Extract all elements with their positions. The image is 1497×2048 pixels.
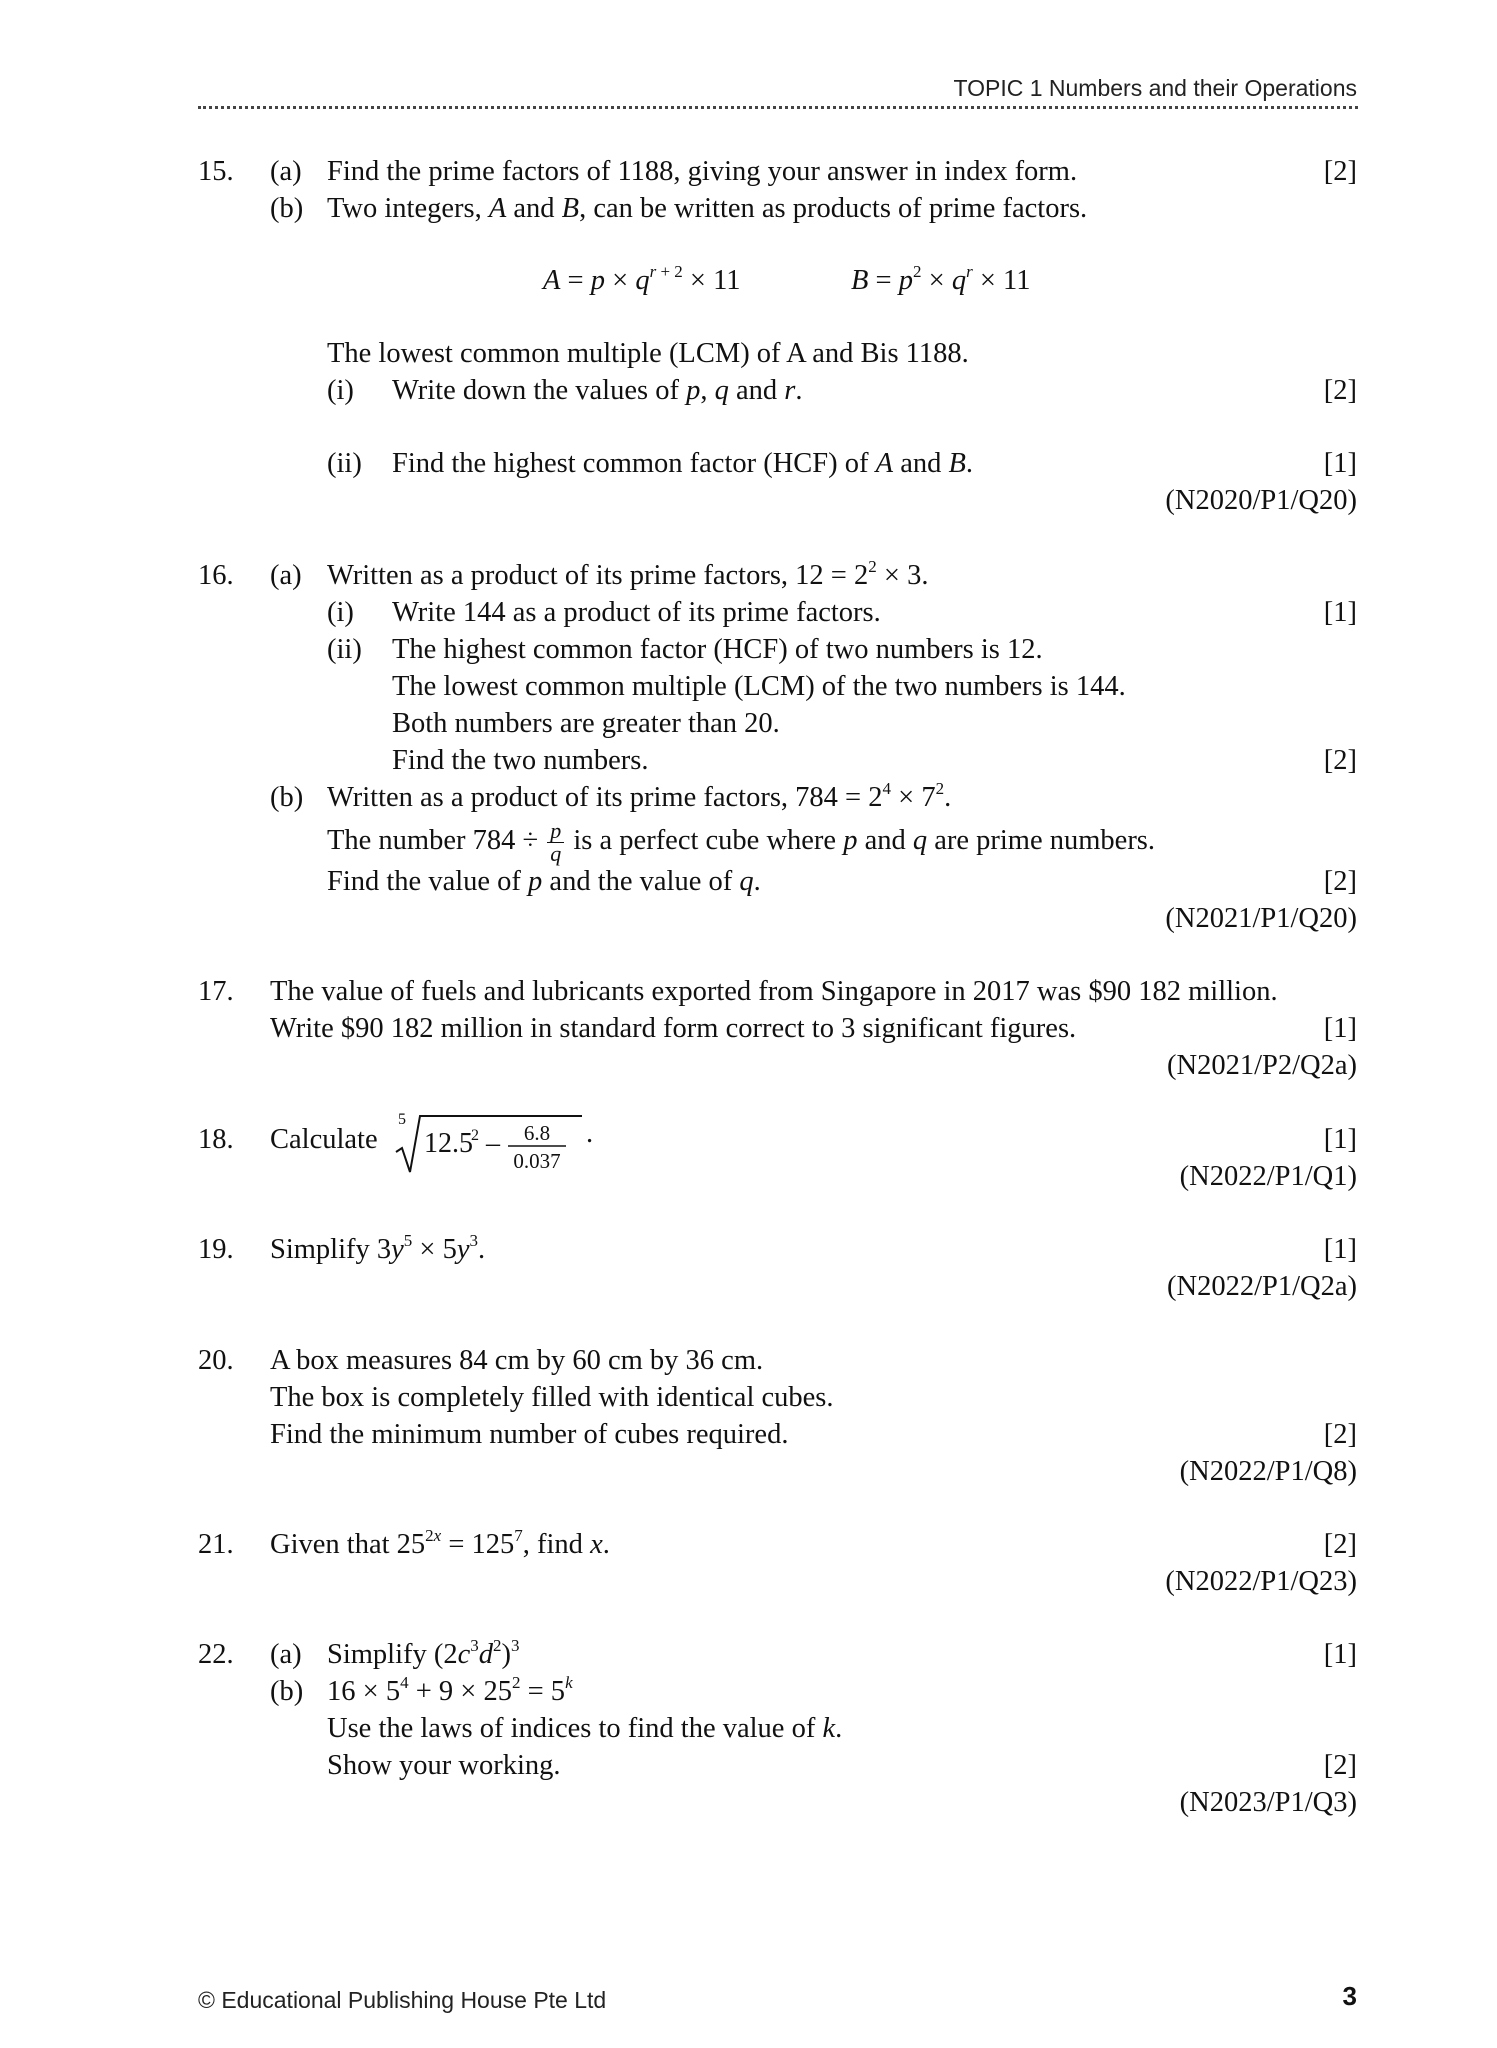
lcm-statement: The lowest common multiple (LCM) of A and Bis 1188. <box>327 338 969 369</box>
subpart-i-text: Write 144 as a product of its prime factors. <box>392 597 881 628</box>
root-fraction-denominator: 0.037 <box>513 1149 561 1173</box>
part-b-line: Find the value of p and the value of q. <box>327 866 761 897</box>
question-text: Find the minimum number of cubes required. <box>270 1419 789 1450</box>
part-label: (b) <box>270 193 304 224</box>
subpart-ii-line: Find the two numbers. <box>392 745 649 776</box>
subpart-i-text: Write down the values of p, q and r. <box>392 375 803 406</box>
part-label: (a) <box>270 1639 302 1670</box>
header-dotted-divider <box>198 106 1358 109</box>
radical-sign <box>394 1108 584 1174</box>
running-header: TOPIC 1 Numbers and their Operations <box>953 75 1357 101</box>
fraction-p-over-q <box>547 820 564 865</box>
part-b-text: $16 \times 5^4 + 9 \times 25^2 = 5^k$ <box>327 1673 573 1707</box>
part-a-text: Find the prime factors of 1188, giving your answer in index form. <box>327 156 1078 187</box>
marks: [2] <box>1323 1529 1357 1560</box>
source-reference: (N2022/P1/Q2a) <box>1167 1271 1357 1302</box>
part-label: (b) <box>270 782 304 813</box>
question-number: 19. <box>198 1234 234 1265</box>
subpart-label: (ii) <box>327 448 362 479</box>
source-reference: (N2020/P1/Q20) <box>1165 485 1357 516</box>
part-label: (b) <box>270 1676 304 1707</box>
question-number: 20. <box>198 1345 234 1376</box>
source-reference: (N2022/P1/Q8) <box>1179 1456 1357 1487</box>
part-b-line: Use the laws of indices to find the value of k. <box>327 1713 843 1744</box>
question-text: Write $90 182 million in standard form correct to 3 significant figures. <box>270 1013 1077 1044</box>
subpart-ii-line: The highest common factor (HCF) of two numbers is 12. <box>392 634 1043 665</box>
page-number: 3 <box>1342 1981 1357 2011</box>
marks: [2] <box>1323 1750 1357 1781</box>
subpart-ii-line: Both numbers are greater than 20. <box>392 708 780 739</box>
source-reference: (N2021/P2/Q2a) <box>1167 1050 1357 1081</box>
question-text: A box measures 84 cm by 60 cm by 36 cm. <box>270 1345 764 1376</box>
part-b-text: Written as a product of its prime factors, $784 = 2^4 \times 7^2$. <box>327 779 952 813</box>
question-text: The value of fuels and lubricants exported from Singapore in 2017 was $90 182 million. <box>270 976 1278 1007</box>
marks: [2] <box>1323 1419 1357 1450</box>
subpart-label: (i) <box>327 597 354 628</box>
fraction-denominator: q <box>550 841 562 866</box>
question-number: 22. <box>198 1639 234 1670</box>
subpart-label: (i) <box>327 375 354 406</box>
fifth-root-expression <box>394 1108 584 1174</box>
source-reference: (N2022/P1/Q23) <box>1165 1566 1357 1597</box>
equation-a: $A = p \times q^{r + 2} \times 11$ <box>543 262 741 296</box>
marks: [2] <box>1323 745 1357 776</box>
question-number: 15. <box>198 156 234 187</box>
end-dot: . <box>586 1118 594 1149</box>
question-text: The box is completely filled with identical cubes. <box>270 1382 834 1413</box>
root-base: 12.5 <box>424 1128 473 1159</box>
subpart-label: (ii) <box>327 634 362 665</box>
marks: [1] <box>1323 1013 1357 1044</box>
part-b-line: The number 784 ÷ $\frac{p}{q}$ is a perfect cube where p and q are prime numbers. <box>327 818 1156 866</box>
minus-sign: – <box>486 1128 500 1159</box>
question-text: Calculate <box>270 1124 378 1155</box>
source-reference: (N2021/P1/Q20) <box>1165 903 1357 934</box>
marks: [2] <box>1323 156 1357 187</box>
subpart-ii-text: Find the highest common factor (HCF) of A and B. <box>392 448 974 479</box>
part-label: (a) <box>270 156 302 187</box>
source-reference: (N2023/P1/Q3) <box>1179 1787 1357 1818</box>
part-label: (a) <box>270 560 302 591</box>
copyright-footer: © Educational Publishing House Pte Ltd <box>198 1987 607 2013</box>
root-index: 5 <box>398 1111 406 1128</box>
marks: [1] <box>1323 597 1357 628</box>
root-fraction-numerator: 6.8 <box>523 1121 551 1145</box>
part-b-line: Show your working. <box>327 1750 561 1781</box>
marks: [1] <box>1323 448 1357 479</box>
part-a-text: Simplify $(2c^3d^2)^3$ <box>327 1636 520 1670</box>
marks: [1] <box>1323 1639 1357 1670</box>
root-exponent: 2 <box>471 1127 479 1144</box>
question-number: 16. <box>198 560 234 591</box>
question-text: Given that $25^{2x} = 125^7$, find x. <box>270 1526 610 1560</box>
marks: [1] <box>1323 1234 1357 1265</box>
question-text: Simplify $3y^5 \times 5y^3$. <box>270 1231 486 1265</box>
marks: [1] <box>1323 1124 1357 1155</box>
part-b-text: Two integers, A and B, can be written as products of prime factors. <box>327 193 1088 224</box>
text-fragment: The number 784 ÷ <box>327 825 539 857</box>
question-number: 17. <box>198 976 234 1007</box>
fraction-numerator: p <box>547 820 564 843</box>
question-number: 18. <box>198 1124 234 1155</box>
part-a-text: Written as a product of its prime factors, $12 = 2^2 \times 3$. <box>327 557 929 591</box>
question-number: 21. <box>198 1529 234 1560</box>
source-reference: (N2022/P1/Q1) <box>1179 1161 1357 1192</box>
subpart-ii-line: The lowest common multiple (LCM) of the two numbers is 144. <box>392 671 1126 702</box>
equation-b: $B = p^2 \times q^r \times 11$ <box>851 262 1031 296</box>
marks: [2] <box>1323 375 1357 406</box>
marks: [2] <box>1323 866 1357 897</box>
